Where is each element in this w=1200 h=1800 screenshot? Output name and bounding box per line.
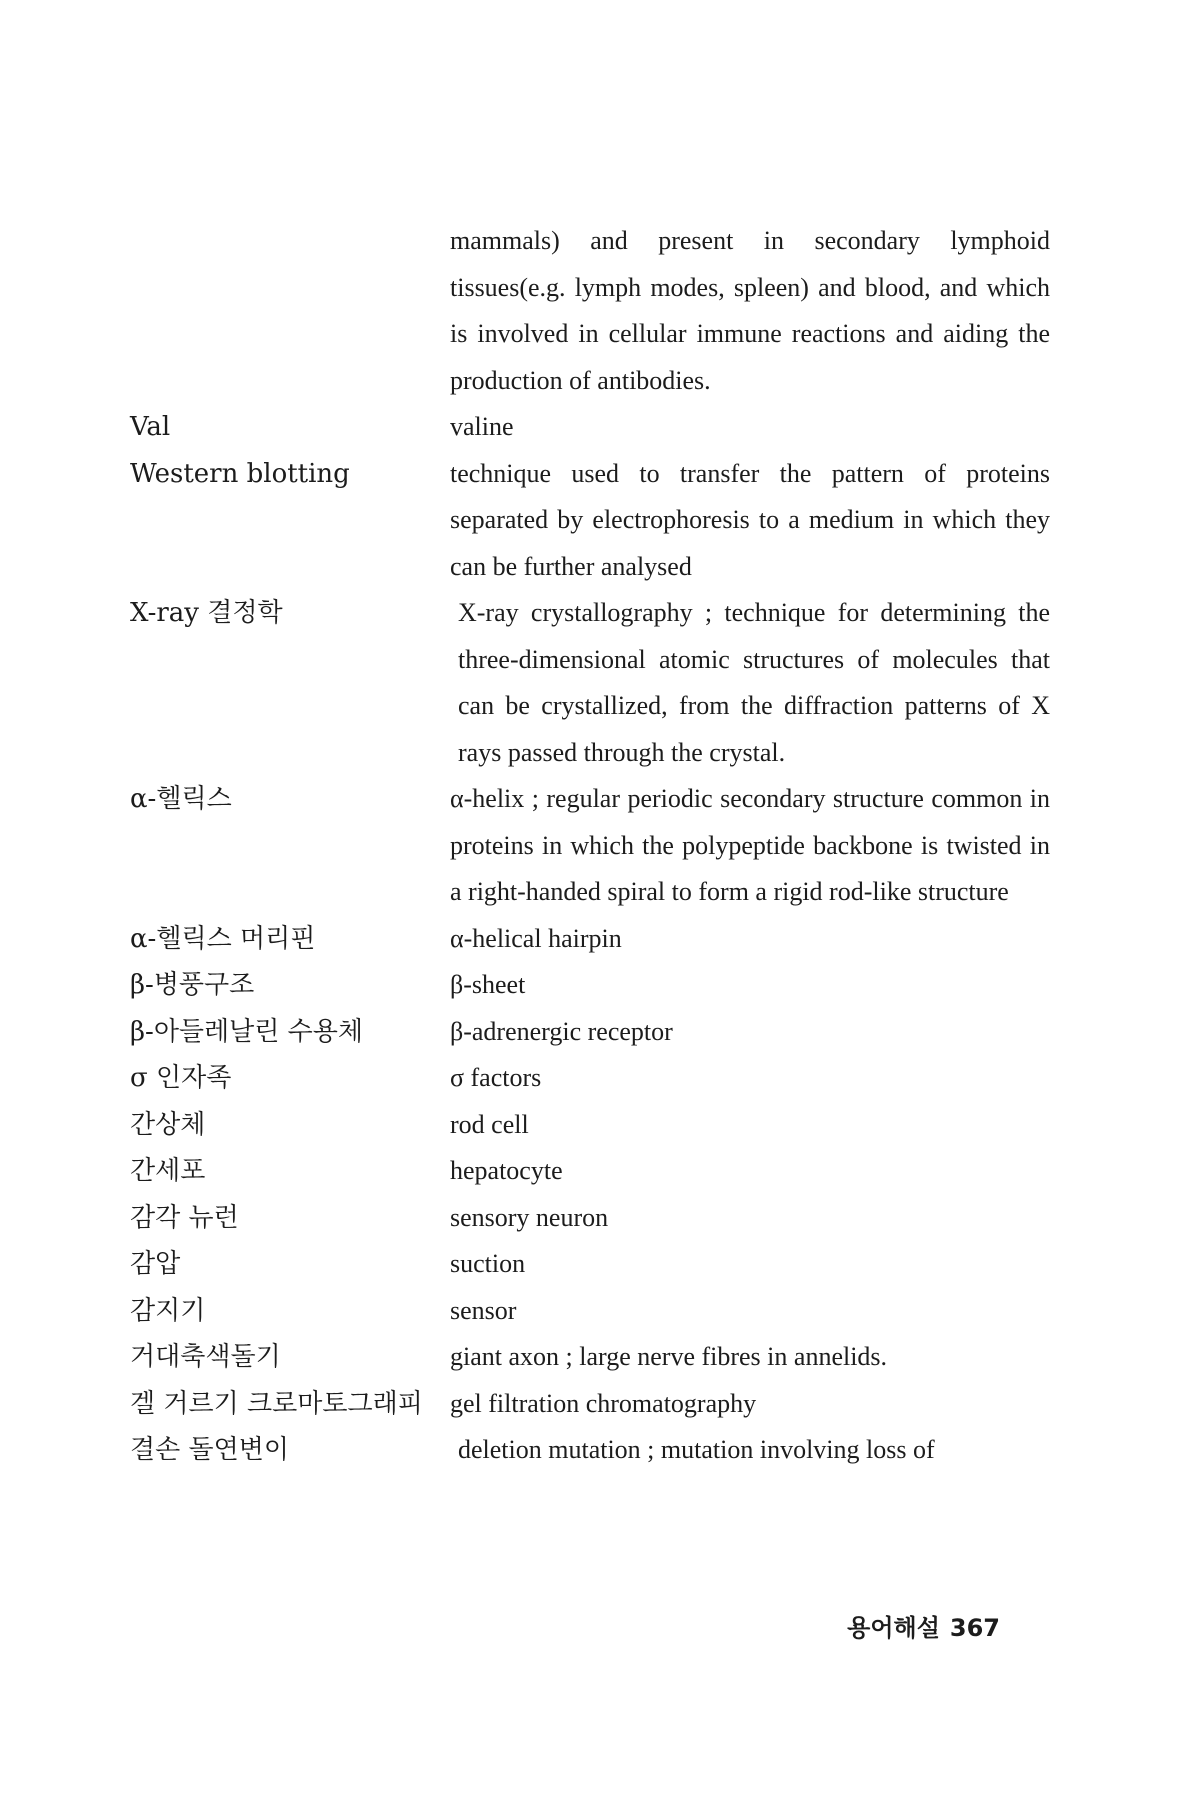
glossary-definition: α-helix ; regular periodic secondary structure common in proteins in which the polypeptide backbone is twisted in a right-handed spiral to form a rigid rod-like structure xyxy=(450,784,1050,906)
glossary-definition: valine xyxy=(450,412,514,441)
page-footer xyxy=(837,1608,1000,1643)
glossary-definition: mammals) and present in secondary lymphoid tissues(e.g. lymph modes, spleen) and blood, and which is involved in cellular immune reactions and aiding the production of antibodies. xyxy=(450,226,1050,395)
glossary-entry xyxy=(130,404,1050,451)
glossary-definition: giant axon ; large nerve fibres in annelids. xyxy=(450,1342,888,1371)
glossary-definition: suction xyxy=(450,1249,526,1278)
glossary-definition: σ factors xyxy=(450,1063,542,1092)
glossary-term: α-헬릭스 머리핀 xyxy=(130,923,316,954)
page-number: 367 xyxy=(949,1614,1000,1642)
glossary-definition: hepatocyte xyxy=(450,1156,563,1185)
glossary-entry xyxy=(130,1334,1050,1381)
glossary-term: 간상체 xyxy=(130,1109,206,1140)
glossary-entry xyxy=(130,1055,1050,1102)
glossary-entry xyxy=(130,1195,1050,1242)
glossary-entry xyxy=(130,451,1050,591)
glossary-entry xyxy=(130,1381,1050,1428)
glossary-term: 결손 돌연변이 xyxy=(130,1435,289,1465)
glossary-definition: technique used to transfer the pattern of proteins separated by electrophoresis to a medium in which they can be further analysed xyxy=(450,458,1050,581)
glossary-entry xyxy=(130,962,1050,1009)
glossary-definition: rod cell xyxy=(450,1109,529,1139)
glossary-entry xyxy=(130,1148,1050,1195)
glossary-term: 간세포 xyxy=(130,1156,206,1186)
glossary-entry xyxy=(130,1288,1050,1335)
glossary-term: β-병풍구조 xyxy=(130,970,255,1000)
glossary-term: 거대축색돌기 xyxy=(130,1342,281,1372)
glossary-term: 감지기 xyxy=(130,1295,206,1326)
glossary-term: Val xyxy=(130,412,171,442)
glossary-definition: β-sheet xyxy=(450,970,526,999)
glossary-definition: β-adrenergic receptor xyxy=(450,1016,673,1046)
glossary-definition: deletion mutation ; mutation involving loss of xyxy=(458,1435,935,1464)
glossary-entry xyxy=(130,1427,1050,1474)
glossary-definition: sensor xyxy=(450,1295,517,1325)
glossary-term: 겔 거르기 크로마토그래피 xyxy=(130,1388,423,1419)
glossary-entry xyxy=(130,218,1050,404)
glossary-list xyxy=(130,218,1050,1474)
glossary-entry xyxy=(130,590,1050,776)
glossary-term: Western blotting xyxy=(130,458,350,489)
glossary-entry xyxy=(130,1102,1050,1149)
glossary-entry xyxy=(130,916,1050,963)
glossary-term: β-아들레날린 수용체 xyxy=(130,1016,364,1047)
glossary-term: X-ray 결정학 xyxy=(130,598,283,628)
glossary-definition: sensory neuron xyxy=(450,1202,609,1232)
glossary-term: α-헬릭스 xyxy=(130,784,232,814)
glossary-entry xyxy=(130,1009,1050,1056)
glossary-term: 감각 뉴런 xyxy=(130,1202,239,1233)
glossary-term: σ 인자족 xyxy=(130,1063,232,1093)
section-title: 용어해설 xyxy=(847,1614,940,1642)
glossary-term: 감압 xyxy=(130,1249,181,1279)
glossary-definition: α-helical hairpin xyxy=(450,923,622,953)
glossary-entry xyxy=(130,776,1050,916)
glossary-definition: X-ray crystallography ; technique for determining the three-dimensional atomic structures of molecules that can be crystallized, from the diffraction patterns of X rays passed through the crystal. xyxy=(458,598,1050,767)
glossary-definition: gel filtration chromatography xyxy=(450,1388,757,1418)
glossary-entry xyxy=(130,1241,1050,1288)
